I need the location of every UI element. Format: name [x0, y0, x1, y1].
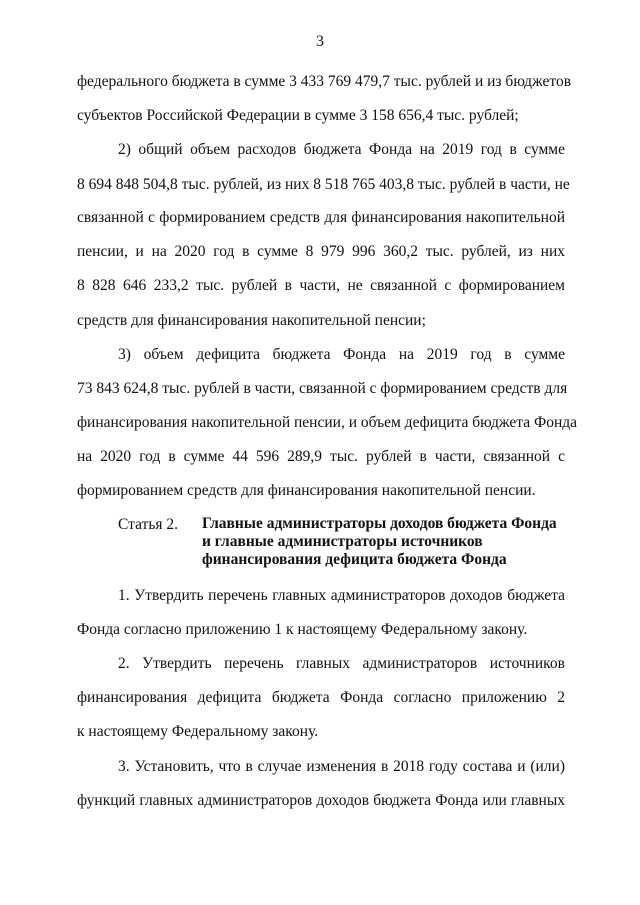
- text-line-4: 8 694 848 504,8 тыс. рублей, из них 8 518 765 403,8 тыс. рублей в части, не: [77, 176, 570, 193]
- clause-line-6: 3. Установить, что в случае изменения в 2018 году состава и (или): [118, 758, 565, 775]
- text-line-7: 8 828 646 233,2 тыс. рублей в части, не связанной с формированием: [77, 277, 565, 294]
- text-line-9: 3) объем дефицита бюджета Фонда на 2019 год в сумме: [118, 346, 565, 363]
- text-line-11: финансирования накопительной пенсии, и объем дефицита бюджета Фонда: [77, 414, 578, 431]
- article-label: Статья 2.: [118, 516, 179, 533]
- clause-line-5: к настоящему Федеральному закону.: [77, 723, 319, 740]
- clause-line-2: Фонда согласно приложению 1 к настоящему Федеральному закону.: [77, 621, 528, 638]
- text-line-5: связанной с формированием средств для финансирования накопительной: [77, 209, 565, 226]
- article-title-line-1: Главные администраторы доходов бюджета Фонда: [202, 515, 557, 532]
- text-line-6: пенсии, и на 2020 год в сумме 8 979 996 360,2 тыс. рублей, из них: [77, 243, 565, 260]
- clause-line-4: финансирования дефицита бюджета Фонда согласно приложению 2: [77, 689, 565, 706]
- text-line-10: 73 843 624,8 тыс. рублей в части, связанной с формированием средств для: [77, 380, 568, 397]
- text-line-1: федерального бюджета в сумме 3 433 769 479,7 тыс. рублей и из бюджетов: [77, 73, 572, 90]
- text-line-3: 2) общий объем расходов бюджета Фонда на 2019 год в сумме: [118, 141, 565, 158]
- page-number: 3: [316, 33, 324, 50]
- clause-line-7: функций главных администраторов доходов бюджета Фонда или главных: [77, 792, 565, 809]
- text-line-8: средств для финансирования накопительной пенсии;: [77, 312, 426, 329]
- clause-line-1: 1. Утвердить перечень главных администраторов доходов бюджета: [118, 587, 565, 604]
- clause-line-3: 2. Утвердить перечень главных администраторов источников: [118, 655, 565, 672]
- text-line-2: субъектов Российской Федерации в сумме 3 158 656,4 тыс. рублей;: [77, 107, 519, 124]
- text-line-12: на 2020 год в сумме 44 596 289,9 тыс. рублей в части, связанной с: [77, 448, 565, 465]
- article-title-line-3: финансирования дефицита бюджета Фонда: [202, 551, 507, 568]
- article-title-line-2: и главные администраторы источников: [202, 533, 483, 550]
- text-line-13: формированием средств для финансирования накопительной пенсии.: [77, 482, 536, 499]
